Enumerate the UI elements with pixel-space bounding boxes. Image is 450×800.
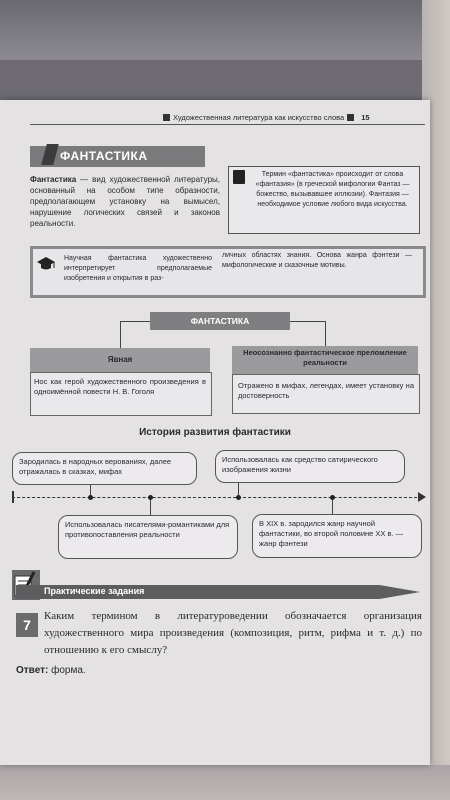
note-text: Термин «фантастика» происходит от слова «фантазия» (в греческой мифологии Фантаз — божество, вызывавшее иллюзии). Фантазия — необходимое условие любого вида искусства.: [255, 171, 410, 208]
timeline-dot: [88, 495, 93, 500]
definition-paragraph: [30, 174, 220, 229]
history-item: Использовалась писателями-романтиками для противопоставления реальности: [58, 515, 238, 559]
header-rule: [30, 124, 425, 125]
graduation-cap-icon: [36, 254, 56, 274]
page-number: 15: [361, 112, 370, 122]
definition-text: — вид художественной литературы, основанный на особом типе образности, предполагающем установку на вымысел, нарушение логических связей и законов реальности.: [30, 175, 220, 228]
timeline-arrow-icon: [418, 492, 426, 502]
task-number: 7: [16, 613, 38, 637]
background-top: [0, 0, 450, 60]
timeline-tick: [238, 483, 239, 495]
category-unconscious-title: Неосознанно фантастическое преломление реальности: [232, 346, 418, 374]
timeline-dot: [236, 495, 241, 500]
practice-title: Практические задания: [44, 586, 145, 596]
square-bullet-icon: [163, 114, 170, 121]
tree-connector: [325, 321, 326, 346]
task-answer: [16, 665, 86, 676]
tree-connector: [120, 321, 150, 322]
answer-value: форма.: [51, 665, 86, 676]
tree-connector: [290, 321, 325, 322]
science-fiction-text-left: Научная фантастика художественно интерпретирует предполагаемые изобретения и открытия в раз-: [64, 255, 212, 282]
timeline: [12, 497, 422, 498]
category-explicit-text: Нос как герой художественного произведения в одноимённой повести Н. В. Гоголя: [34, 377, 206, 396]
running-header: [160, 110, 422, 124]
background-bottom: [0, 765, 450, 800]
history-title: История развития фантастики: [139, 427, 291, 438]
book-icon: [233, 170, 245, 184]
section-title: ФАНТАСТИКА: [60, 149, 148, 163]
tree-connector: [120, 321, 121, 348]
science-fiction-text-right: личных областях знания. Основа жанра фэнтези — мифологические и сказочные мотивы.: [222, 252, 412, 269]
history-item: Зародилась в народных верованиях, далее отражалась в сказках, мифах: [12, 452, 197, 485]
answer-label: Ответ:: [16, 665, 49, 676]
task-question: Каким термином в литературоведении обозначается организация художественного мира произведения (композиция, ритм, рифма и т. д.) по отношению к его смыслу?: [44, 610, 422, 656]
timeline-tick: [150, 500, 151, 515]
textbook-page: [0, 100, 430, 765]
timeline-tick: [90, 485, 91, 495]
history-item: В XIX в. зародился жанр научной фантастики, во второй половине XX в. — жанр фэнтези: [252, 514, 422, 558]
running-title: Художественная литература как искусство слова: [173, 112, 345, 122]
square-bullet-icon: [347, 114, 354, 121]
history-item: Использовалась как средство сатирического изображения жизни: [215, 450, 405, 483]
category-explicit-title: Явная: [30, 348, 210, 372]
category-unconscious-text: Отражено в мифах, легендах, имеет установку на достоверность: [238, 381, 414, 400]
definition-term: Фантастика: [30, 175, 77, 184]
tree-root: ФАНТАСТИКА: [150, 312, 290, 330]
timeline-tick: [332, 500, 333, 514]
